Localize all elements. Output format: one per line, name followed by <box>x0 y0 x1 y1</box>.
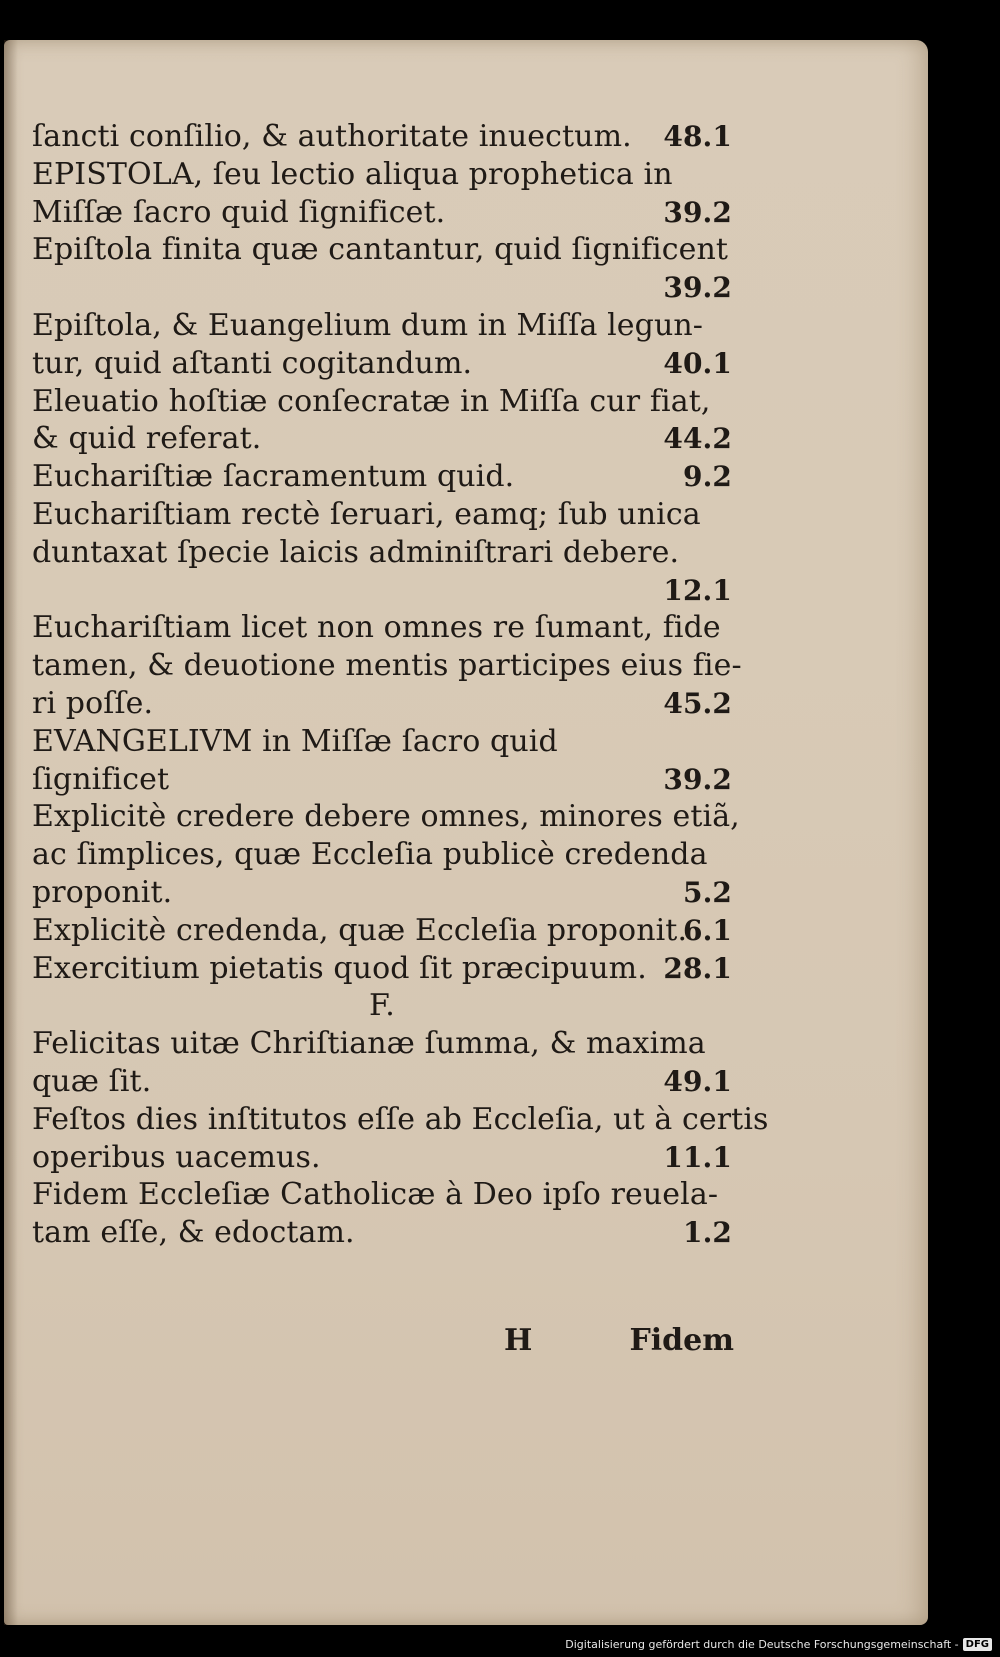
index-entry-line <box>32 912 732 950</box>
index-entry-line <box>32 1214 732 1252</box>
entry-text: Fidem Eccleſiæ Catholicæ à Deo ipſo reuela- <box>32 1177 719 1213</box>
index-entry-line <box>32 647 742 685</box>
index-entry-line <box>32 1139 732 1177</box>
entry-text: duntaxat ſpecie laicis adminiſtrari debere. <box>32 534 680 570</box>
index-entry-line <box>32 269 732 307</box>
page-reference: 12.1 <box>663 573 732 607</box>
index-text-block <box>32 118 769 1252</box>
index-entry-line <box>32 420 732 458</box>
index-entry-line <box>32 307 732 345</box>
page-reference: 6.1 <box>682 913 732 947</box>
page-reference: 1.2 <box>682 1216 732 1250</box>
entry-text: Eleuatio hoſtiæ conſecratæ in Miſſa cur fiat, <box>32 383 711 419</box>
entry-text: Explicitè credenda, quæ Eccleſia proponit. <box>32 912 688 948</box>
index-entry-line <box>32 874 732 912</box>
index-entry-line <box>32 194 732 232</box>
page-reference: 45.2 <box>663 686 732 720</box>
index-entry-line <box>32 950 732 988</box>
entry-text: ri poſſe. <box>32 685 154 721</box>
entry-text: ac ſimplices, quæ Eccleſia publicè credenda <box>32 837 708 873</box>
index-entry-line <box>32 345 732 383</box>
page-reference: 39.2 <box>663 195 732 229</box>
footer-text: Digitalisierung gefördert durch die Deutsche Forschungsgemeinschaft - <box>565 1638 959 1651</box>
entry-text: quæ ſit. <box>32 1063 152 1099</box>
index-entry-line <box>32 572 732 610</box>
entry-text: proponit. <box>32 874 173 910</box>
index-entry-line <box>32 836 732 874</box>
index-entry-line <box>32 383 732 421</box>
entry-text: Euchariſtiæ ſacramentum quid. <box>32 459 515 495</box>
entry-text: Feſtos dies inſtitutos eſſe ab Eccleſia, ut à certis <box>32 1101 769 1137</box>
entry-text: EPISTOLA, ſeu lectio aliqua prophetica in <box>32 156 673 192</box>
index-entry-line <box>32 761 732 799</box>
index-entry-line <box>32 118 732 156</box>
entry-text: tur, quid aſtanti cogitandum. <box>32 345 473 381</box>
signature-mark: H <box>504 1323 533 1358</box>
digitization-credit <box>565 1638 992 1651</box>
page-reference: 40.1 <box>663 346 732 380</box>
index-entry-line <box>32 534 732 572</box>
page-reference: 28.1 <box>663 951 732 985</box>
entry-text: tam eſſe, & edoctam. <box>32 1215 355 1251</box>
entry-text: Explicitè credere debere omnes, minores etiã, <box>32 799 740 835</box>
index-entry-line <box>32 609 732 647</box>
page-reference: 44.2 <box>663 422 732 456</box>
index-entry-line <box>32 1025 732 1063</box>
entry-text: tamen, & deuotione mentis participes eius fie- <box>32 648 742 684</box>
entry-text: Miſſæ ſacro quid ſignificet. <box>32 194 446 230</box>
page-reference: 39.2 <box>663 762 732 796</box>
index-entry-line <box>32 685 732 723</box>
page-reference: 39.2 <box>663 271 732 305</box>
dfg-logo: DFG <box>963 1638 992 1651</box>
entry-text: Euchariſtiam licet non omnes re ſumant, fide <box>32 610 721 646</box>
entry-text: ſignificet <box>32 761 170 797</box>
catchline <box>504 1323 734 1363</box>
entry-text: EVANGELIVM in Miſſæ ſacro quid <box>32 723 558 759</box>
page-reference: 9.2 <box>682 460 732 494</box>
index-entry-line <box>32 723 732 761</box>
page-reference: 48.1 <box>663 120 732 153</box>
index-entry-line <box>32 496 732 534</box>
entry-text: & quid referat. <box>32 421 262 457</box>
entry-text: Epiſtola, & Euangelium dum in Miſſa legun- <box>32 307 704 343</box>
page-reference: 49.1 <box>663 1064 732 1098</box>
index-entry-line <box>32 987 732 1025</box>
entry-text: ſancti conſilio, & authoritate inuectum. <box>32 119 632 154</box>
index-entry-line <box>32 798 740 836</box>
index-entry-line <box>32 458 732 496</box>
catchword: Fidem <box>629 1323 734 1358</box>
index-entry-line <box>32 1101 769 1139</box>
page-reference: 11.1 <box>663 1140 732 1174</box>
entry-text: Epiſtola finita quæ cantantur, quid ſignificent <box>32 232 729 268</box>
entry-text: operibus uacemus. <box>32 1139 321 1175</box>
entry-text: Euchariſtiam rectè ſeruari, eamq; ſub unica <box>32 496 701 532</box>
index-entry-line <box>32 1063 732 1101</box>
book-page <box>4 40 928 1625</box>
page-reference: 5.2 <box>682 875 732 909</box>
entry-text: Felicitas uitæ Chriſtianæ ſumma, & maxima <box>32 1026 706 1062</box>
entry-text: Exercitium pietatis quod ſit præcipuum. <box>32 950 647 986</box>
entry-text: F. <box>369 988 395 1024</box>
index-entry-line <box>32 231 732 269</box>
index-entry-line <box>32 1176 732 1214</box>
index-entry-line <box>32 156 732 194</box>
